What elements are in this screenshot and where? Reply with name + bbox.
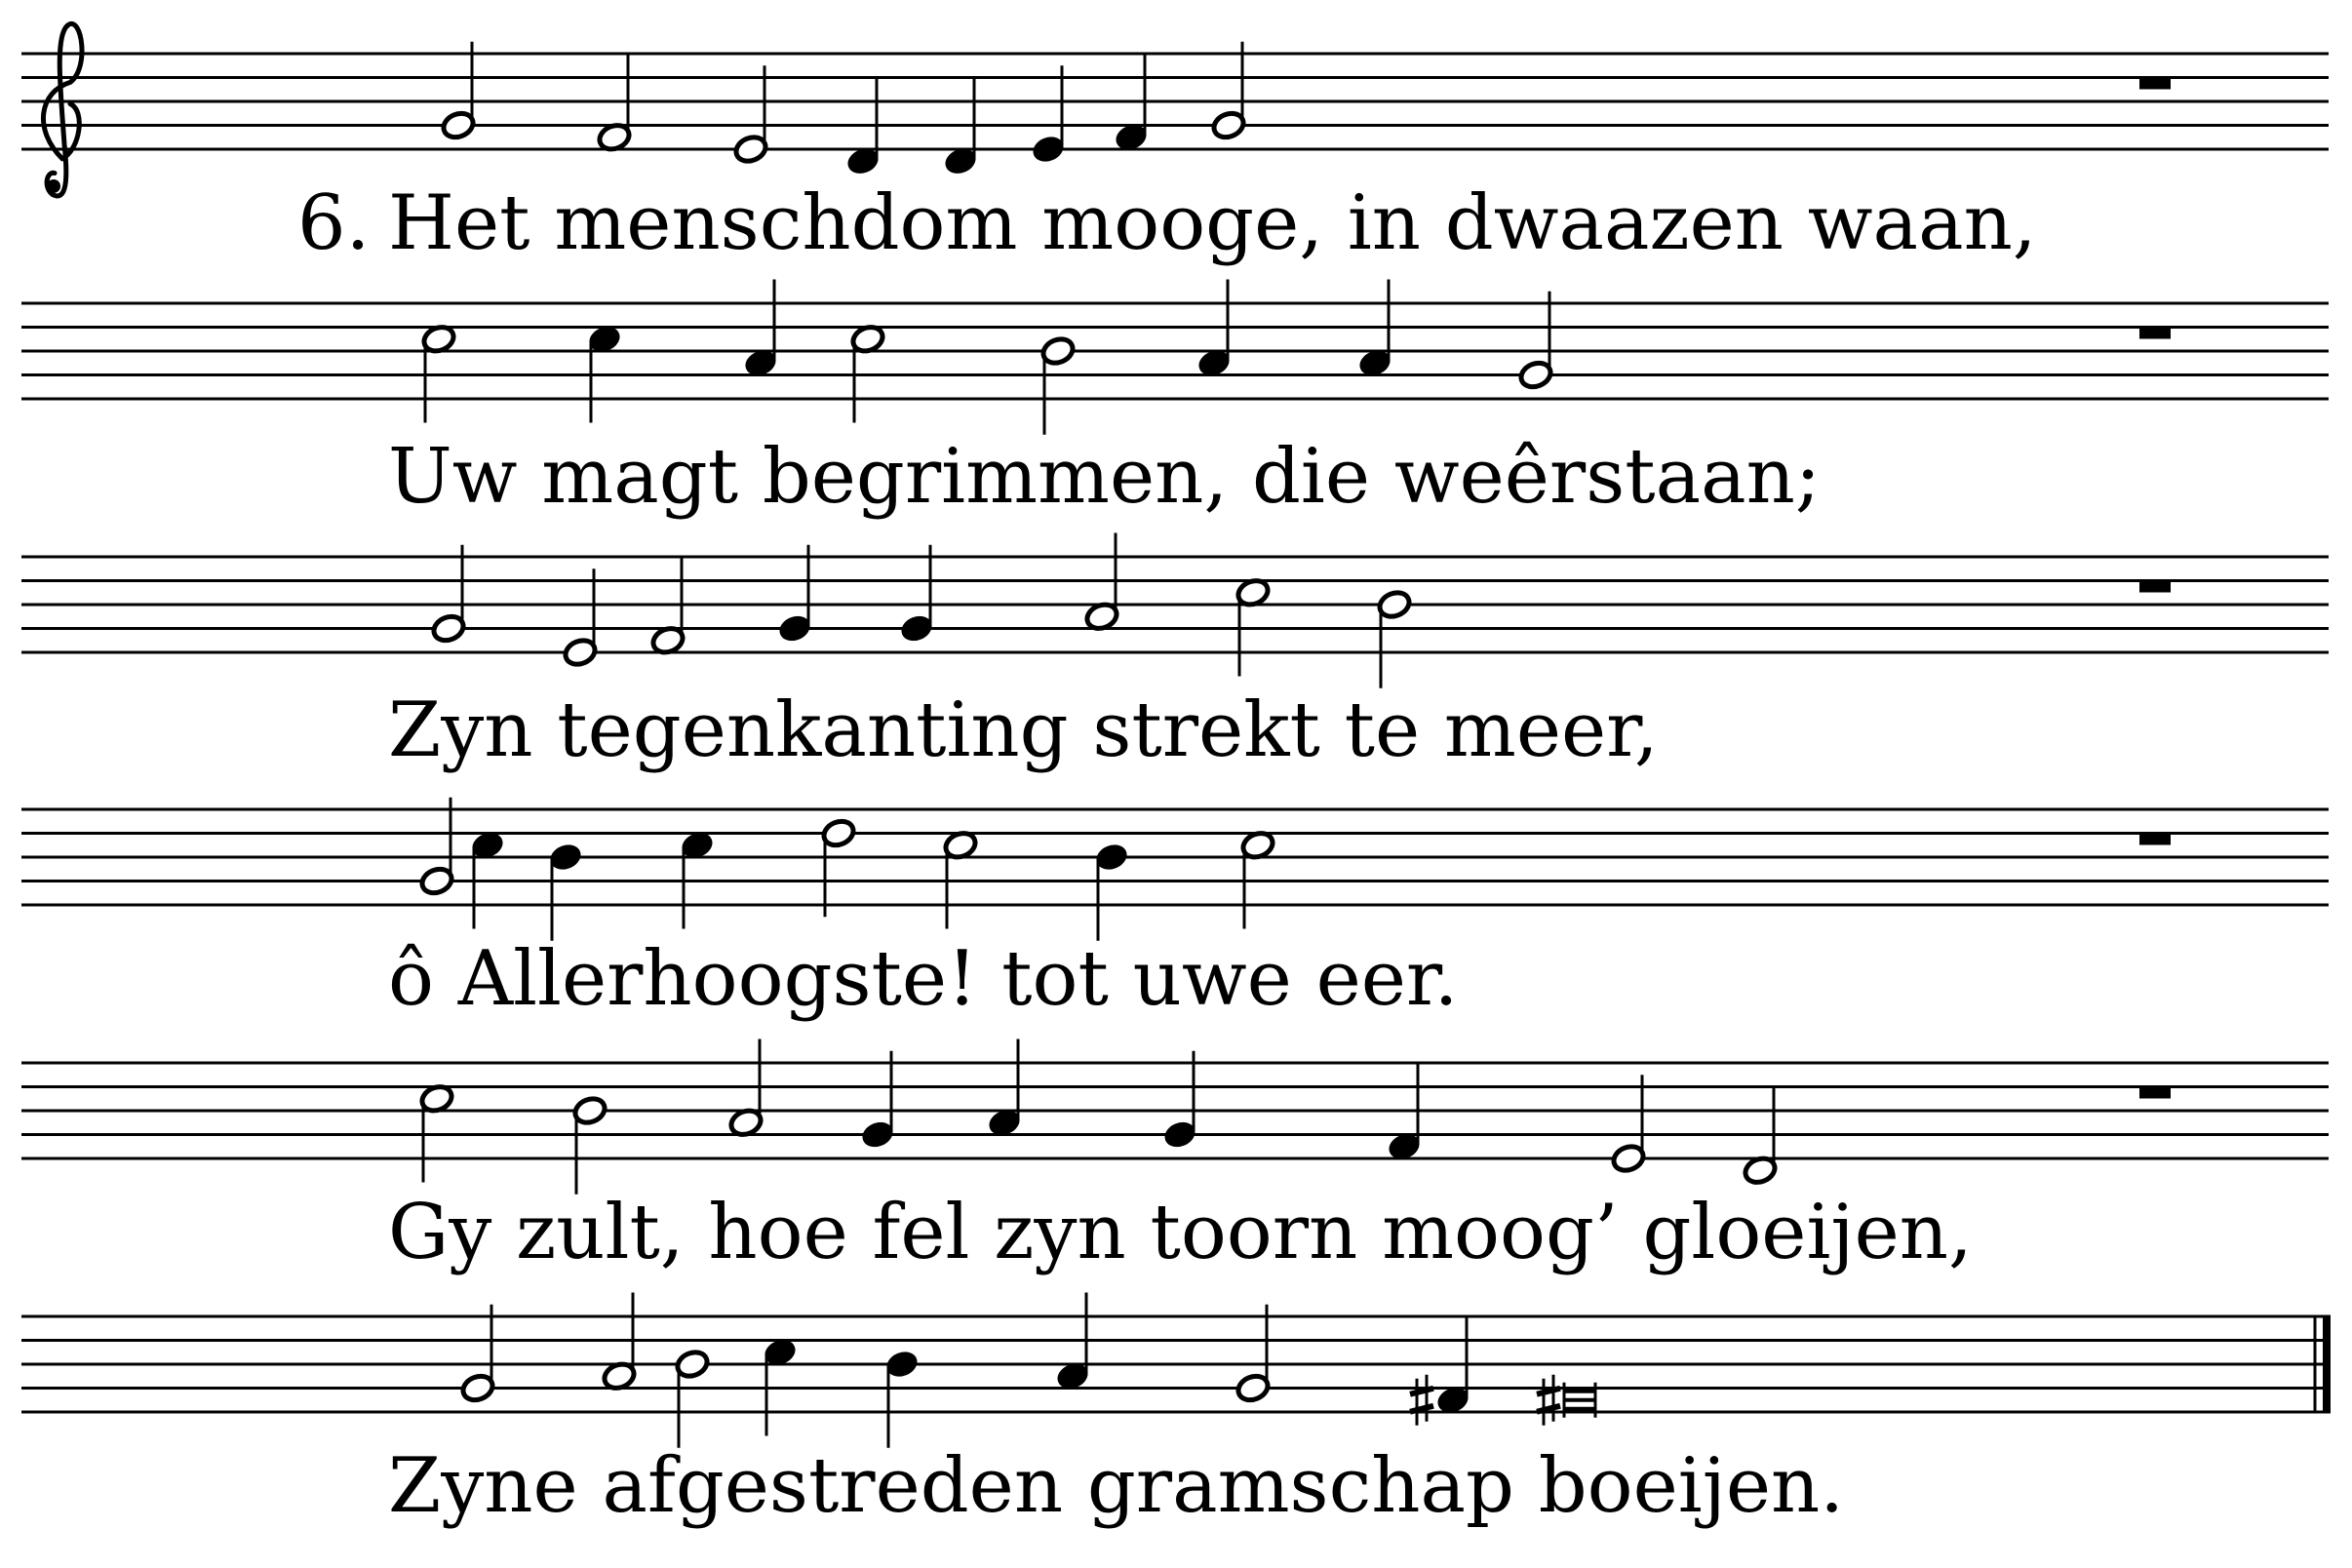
- note-half: [1235, 576, 1271, 676]
- rest-icon: [2139, 328, 2171, 339]
- note-half: [942, 829, 978, 928]
- rest-icon: [2139, 78, 2171, 90]
- verse-number: 6.: [297, 179, 371, 267]
- note-quarter: [1093, 842, 1129, 941]
- note-half: [430, 545, 466, 645]
- note-quarter: [679, 829, 715, 928]
- note-quarter: [859, 1051, 895, 1151]
- note-half: [1610, 1075, 1646, 1174]
- note-quarter: [898, 545, 934, 645]
- rest-icon: [2139, 1087, 2171, 1099]
- note-half: [727, 1039, 764, 1139]
- note-half: [440, 42, 476, 141]
- staff-lines: [21, 54, 2329, 149]
- staff-system: [21, 1039, 2329, 1277]
- lyric-line: Zyn tegenkanting strekt te meer,: [388, 686, 1659, 774]
- note-half: [420, 323, 456, 422]
- note-half: [596, 54, 632, 153]
- note-breve: [1537, 1375, 1597, 1426]
- note-half: [1235, 1305, 1271, 1404]
- note-quarter: [742, 280, 778, 379]
- note-half: [571, 1095, 608, 1195]
- note-half: [649, 557, 686, 656]
- lyric-line: Gy zult, hoe fel zyn toorn moog’ gloeijen,: [388, 1189, 1973, 1276]
- note-half: [849, 323, 885, 422]
- staff-system: [21, 533, 2329, 775]
- note-quarter: [1113, 54, 1149, 153]
- staff-lines: [21, 809, 2329, 905]
- staff-lines: [21, 557, 2329, 652]
- note-half: [562, 568, 598, 668]
- note-half: [459, 1305, 495, 1404]
- note-quarter: [547, 842, 583, 941]
- note-quarter: [1196, 280, 1232, 379]
- note-half: [674, 1349, 710, 1448]
- note-quarter: [844, 78, 881, 177]
- note-quarter: [1356, 280, 1392, 379]
- staff-system: [21, 798, 2329, 1023]
- note-half: [1083, 533, 1119, 633]
- staff-lines: [21, 303, 2329, 399]
- note-quarter: [942, 78, 978, 177]
- note-quarter: [586, 323, 622, 422]
- rest-icon: [2139, 581, 2171, 593]
- note-quarter: [883, 1349, 920, 1448]
- note-half: [418, 1082, 454, 1182]
- note-half: [1376, 589, 1412, 688]
- note-half: [1517, 292, 1553, 391]
- note-quarter: [762, 1336, 798, 1435]
- staff-lines: [21, 1316, 2329, 1412]
- note-half: [418, 798, 454, 897]
- note-half: [1742, 1087, 1778, 1187]
- note-quarter: [1386, 1063, 1422, 1162]
- lyric-line: Zyne afgestreden gramschap boeijen.: [388, 1442, 1845, 1530]
- note-half: [1210, 42, 1246, 141]
- note-quarter: [986, 1039, 1022, 1139]
- staff-system: [21, 1293, 2331, 1531]
- note-half: [601, 1293, 637, 1392]
- lyric-line: Het menschdom mooge, in dwaazen waan,: [388, 179, 2037, 267]
- sharp-icon: [1537, 1375, 1560, 1426]
- note-quarter: [469, 829, 505, 928]
- note-quarter: [776, 545, 812, 645]
- note-quarter: [1054, 1293, 1090, 1392]
- lyric-line: ô Allerhoogste! tot uwe eer.: [388, 935, 1459, 1023]
- note-quarter: [1410, 1316, 1471, 1426]
- note-quarter: [1030, 65, 1066, 165]
- sharp-icon: [1410, 1375, 1433, 1426]
- rest-icon: [2139, 834, 2171, 845]
- note-half: [1239, 829, 1275, 928]
- note-quarter: [1161, 1051, 1197, 1151]
- note-half: [732, 65, 768, 165]
- treble-clef-icon: [43, 23, 82, 196]
- note-half: [1039, 335, 1076, 435]
- staff-system: [21, 23, 2329, 267]
- staff-system: [21, 280, 2329, 522]
- lyric-line: Uw magt begrimmen, die weêrstaan;: [388, 433, 1822, 521]
- note-half: [820, 817, 856, 917]
